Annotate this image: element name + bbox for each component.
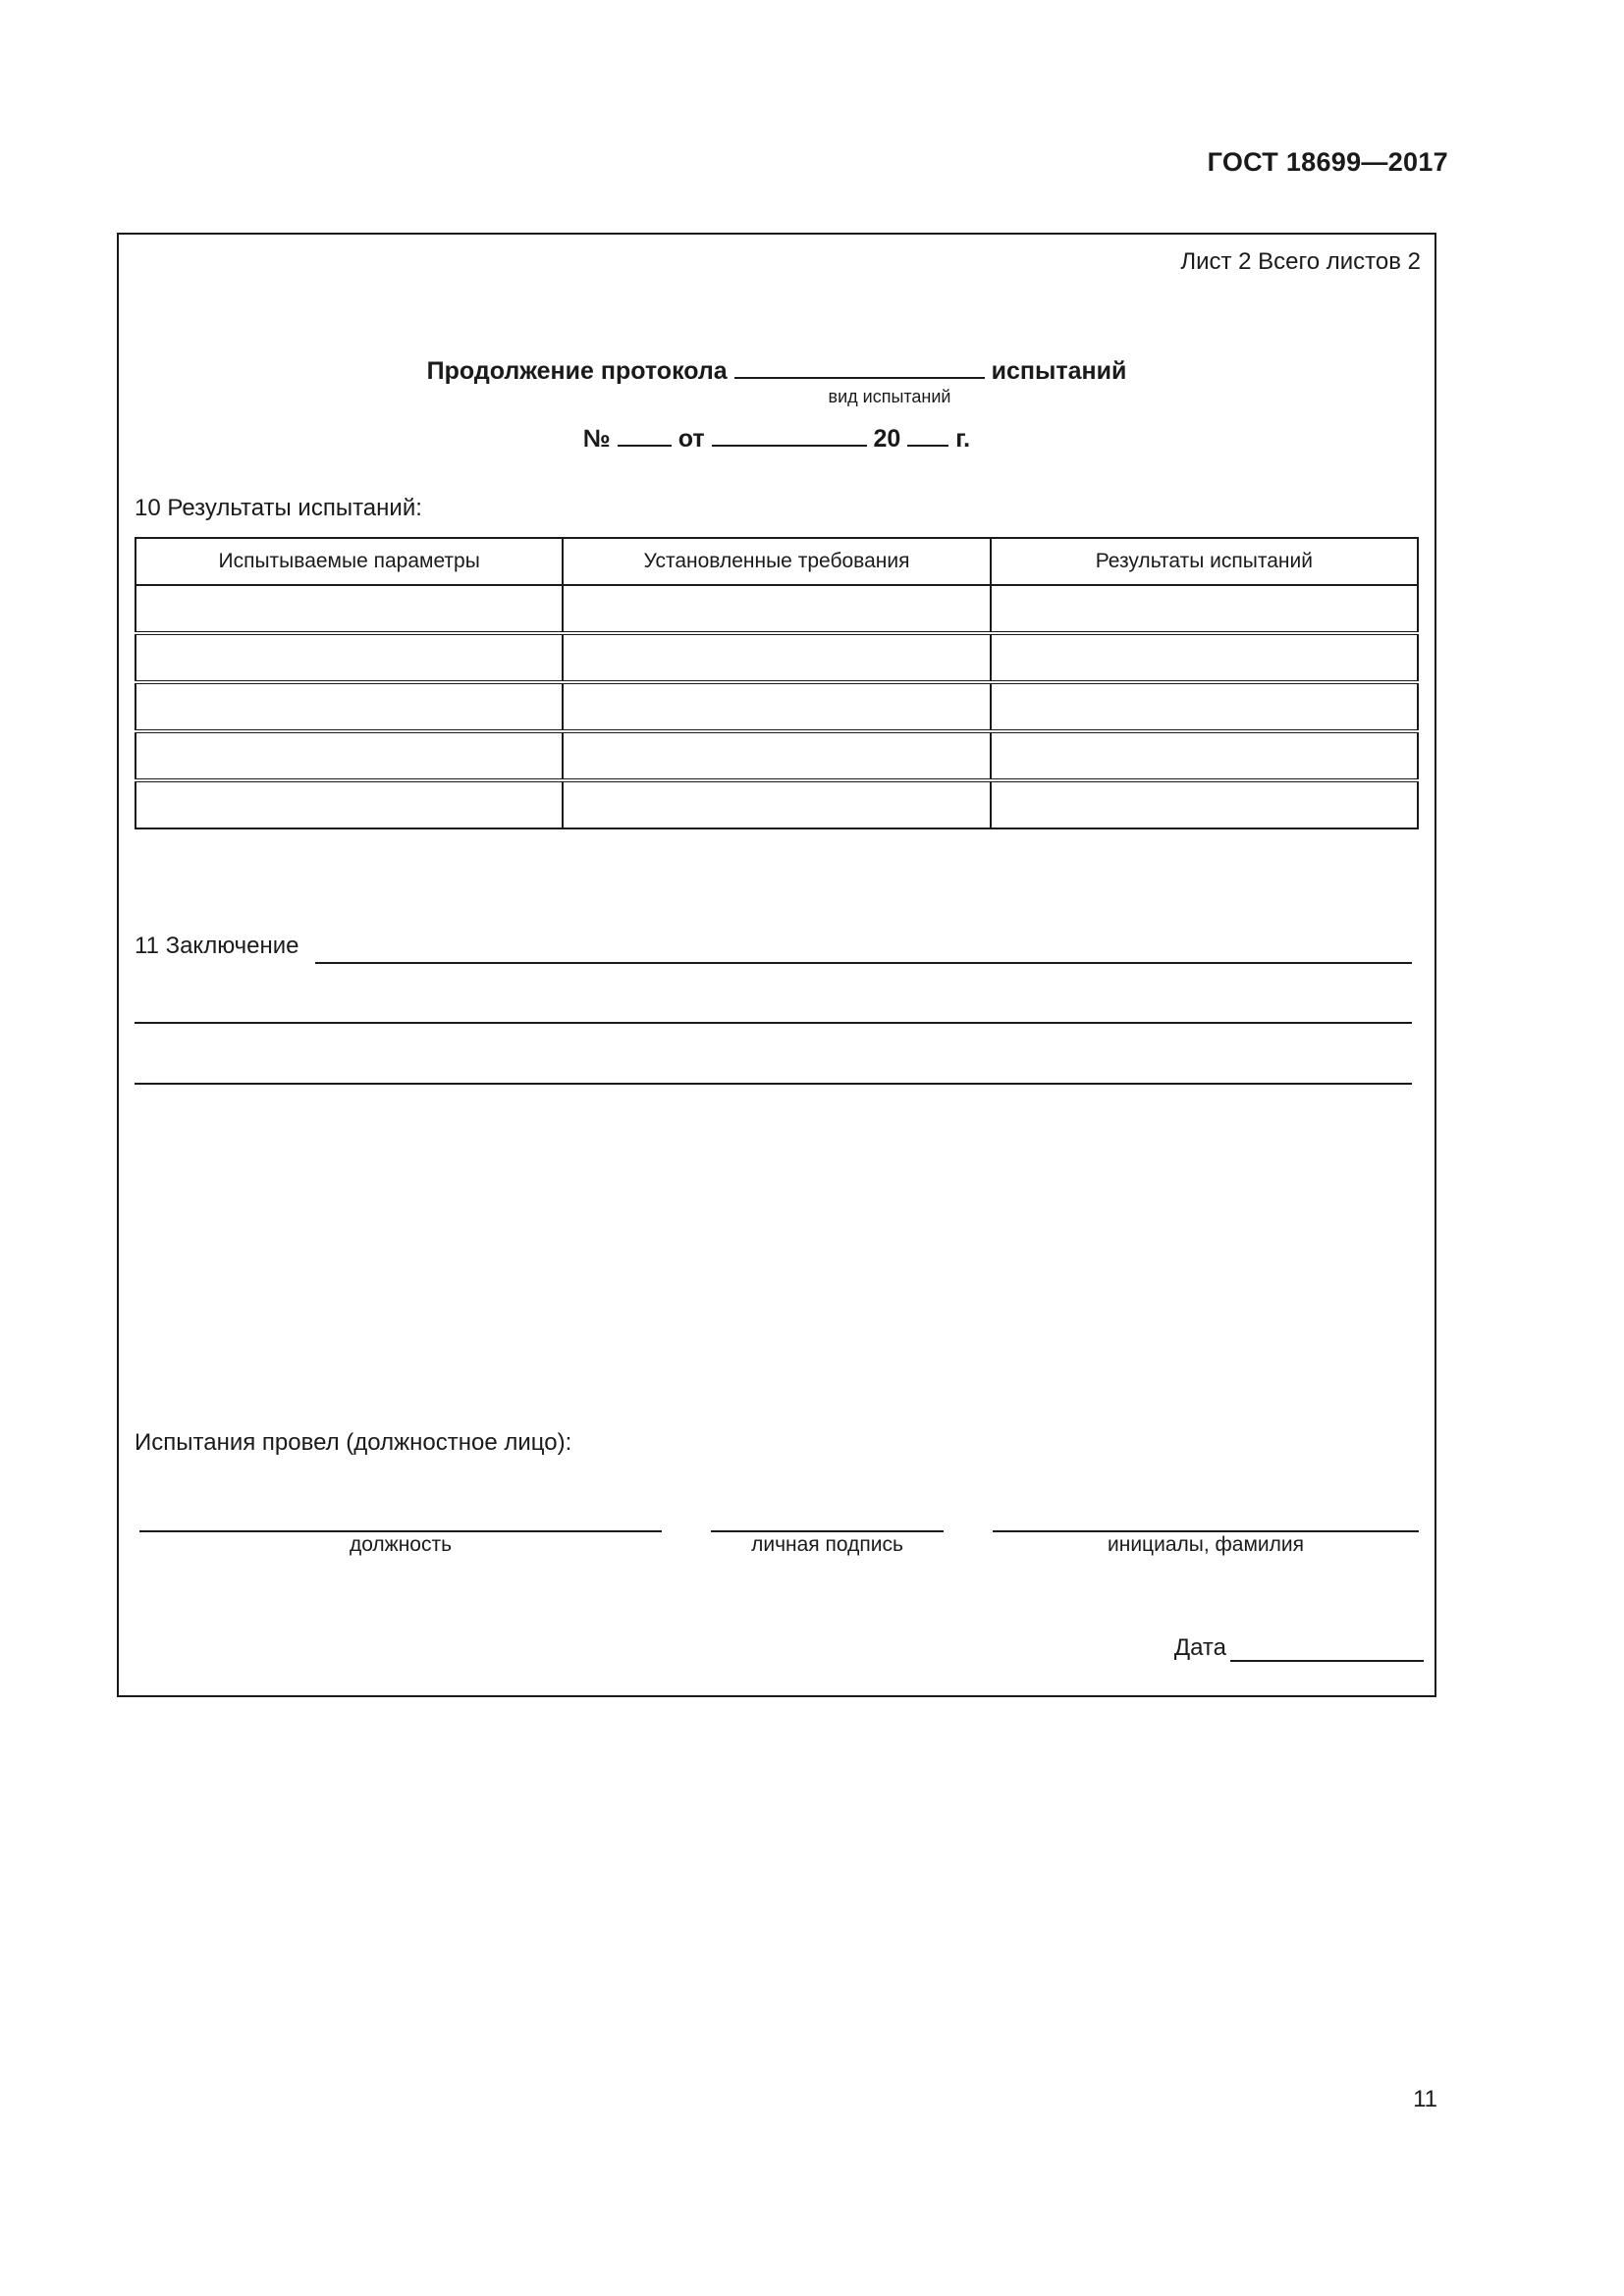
table-row [135,633,1418,682]
section-11-title: 11 Заключение [135,933,299,959]
test-kind-caption: вид испытаний [828,387,951,406]
table-cell[interactable] [991,731,1418,780]
table-row [135,780,1418,828]
tested-by-label: Испытания провел (должностное лицо): [135,1429,572,1456]
from-label: от [677,425,705,453]
sheet-info: Лист 2 Всего листов 2 [1180,248,1421,275]
signature-line[interactable] [711,1530,944,1532]
table-cell[interactable] [135,682,563,731]
name-caption: инициалы, фамилия [1108,1533,1304,1556]
document-code: ГОСТ 18699—2017 [1207,147,1448,177]
table-cell[interactable] [135,585,563,633]
test-kind-blank[interactable] [734,355,985,379]
table-row [135,585,1418,633]
table-row [135,731,1418,780]
table-row [135,682,1418,731]
number-date-line [119,423,1435,454]
year-prefix: 20 [873,425,901,453]
results-table [135,537,1419,829]
position-line[interactable] [139,1530,662,1532]
conclusion-line[interactable] [315,962,1412,964]
table-cell[interactable] [563,780,990,828]
number-label: № [582,425,611,453]
name-line[interactable] [993,1530,1419,1532]
title-prefix: Продолжение протокола [426,357,728,385]
number-blank[interactable] [618,423,672,447]
signature-caption: личная подпись [751,1533,903,1556]
table-header-row [135,538,1418,585]
table-cell[interactable] [563,731,990,780]
page-number: 11 [1413,2086,1437,2112]
table-cell[interactable] [563,633,990,682]
column-header: Результаты испытаний [991,538,1418,585]
table-cell[interactable] [563,585,990,633]
table-cell[interactable] [135,731,563,780]
form-title [119,355,1435,386]
conclusion-line[interactable] [135,1083,1412,1085]
column-header: Установленные требования [563,538,990,585]
table-cell[interactable] [563,682,990,731]
table-cell[interactable] [991,682,1418,731]
date-blank[interactable] [712,423,867,447]
date-line[interactable] [1230,1660,1424,1662]
column-header: Испытываемые параметры [135,538,563,585]
position-caption: должность [349,1533,453,1556]
conclusion-line[interactable] [135,1022,1412,1024]
title-suffix: испытаний [991,357,1127,385]
table-cell[interactable] [135,780,563,828]
year-suffix: г. [955,425,971,453]
table-cell[interactable] [991,633,1418,682]
date-label: Дата [1173,1634,1226,1661]
year-blank[interactable] [907,423,948,447]
table-cell[interactable] [135,633,563,682]
section-10-title: 10 Результаты испытаний: [135,495,422,521]
table-cell[interactable] [991,780,1418,828]
protocol-form [117,233,1436,1697]
table-cell[interactable] [991,585,1418,633]
